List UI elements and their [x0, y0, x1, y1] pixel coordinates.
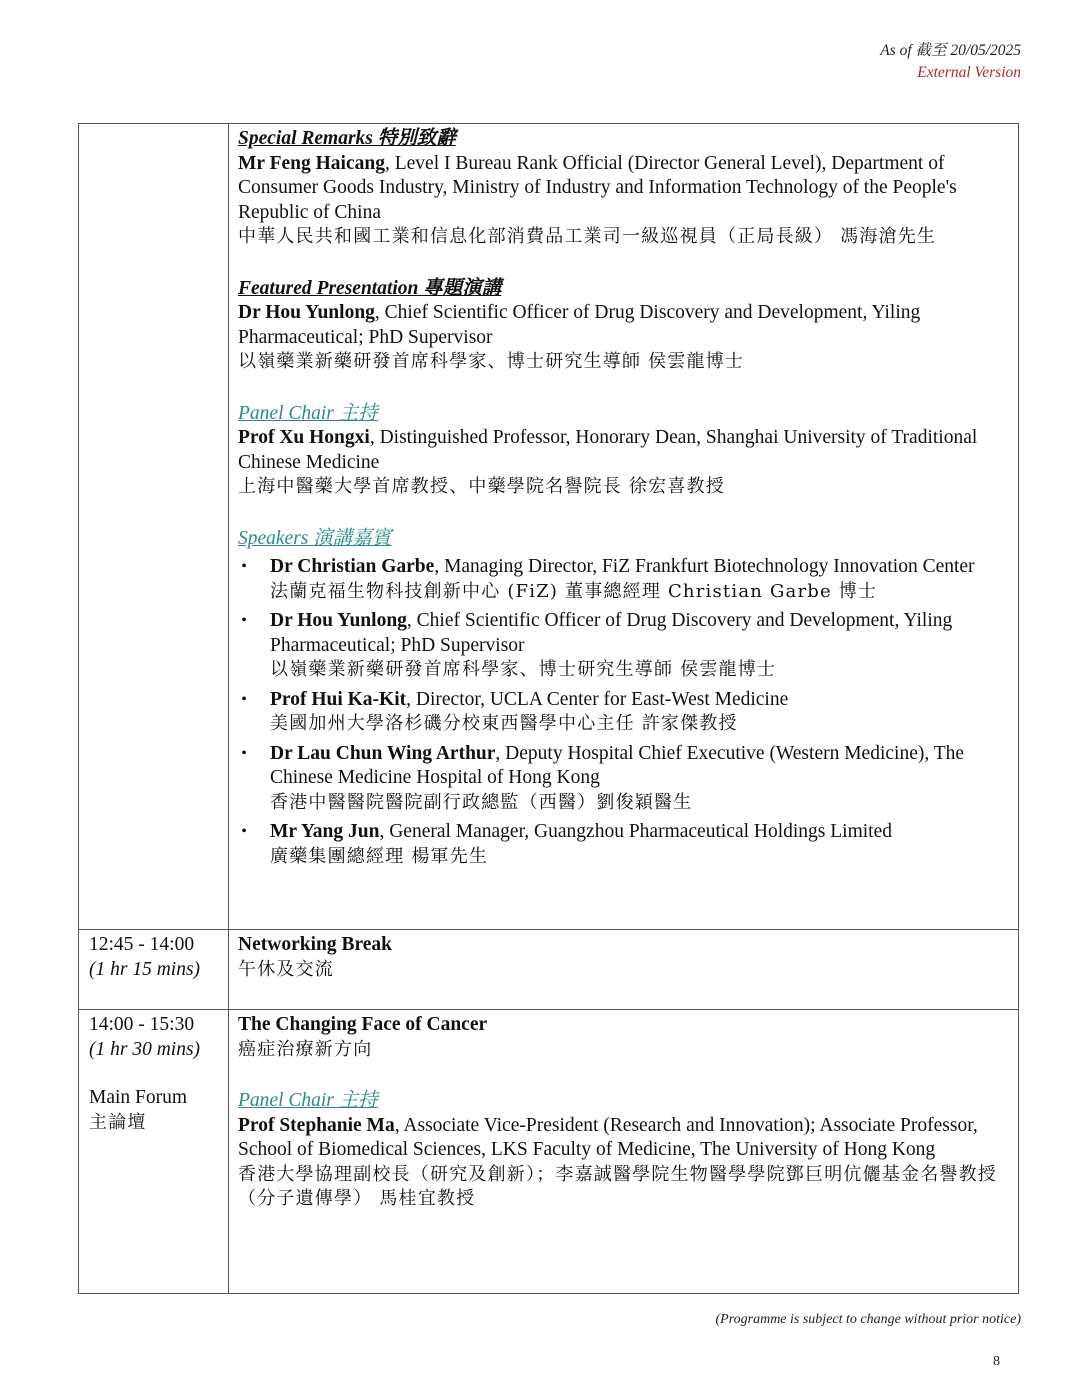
speakers-section: [238, 527, 1010, 870]
speaker-title: , Chief Scientific Officer of Drug Discovery and Development, Yiling Pharmaceutical; PhD Supervisor: [238, 302, 921, 348]
speaker-title-zh: 法蘭克福生物科技創新中心 (FiZ) 董事總經理 Christian Garbe 博士: [270, 580, 878, 602]
speaker-name: Prof Xu Hongxi: [238, 427, 370, 448]
bullet-icon: •: [241, 558, 247, 575]
speaker-name: Dr Hou Yunlong: [238, 302, 375, 323]
panel-chair-heading: Panel Chair 主持: [238, 1090, 378, 1111]
session-content-cell: [229, 930, 1019, 1010]
list-item: [238, 609, 1010, 683]
speaker-title: , Associate Vice-President (Research and Innovation); Associate Professor, School of Biomedical Sciences, LKS Faculty of Medicine, The University of Hong Kong: [238, 1114, 978, 1160]
panel-chair-section: [238, 1089, 1010, 1212]
table-row: [79, 1010, 1019, 1294]
panel-chair-speaker: [238, 426, 1010, 475]
featured-presentation-section: [238, 277, 1010, 375]
list-item: [238, 742, 1010, 816]
session-title: The Changing Face of Cancer: [238, 1014, 488, 1035]
time-cell: [79, 124, 229, 930]
table-row: [79, 930, 1019, 1010]
special-remarks-heading: Special Remarks 特別致辭: [238, 128, 456, 149]
time-cell: [79, 1010, 229, 1294]
session-content-cell: [229, 1010, 1019, 1294]
panel-chair-speaker: [238, 1114, 1010, 1163]
as-of-date: As of 截至 20/05/2025: [880, 42, 1021, 59]
speaker-title-zh: 以嶺藥業新藥研發首席科學家、博士研究生導師 侯雲龍博士: [238, 351, 745, 372]
speaker-title-zh: 香港中醫醫院醫院副行政總監（西醫）劉俊穎醫生: [270, 791, 693, 813]
session-title-section: [238, 1013, 1010, 1062]
session-time: 12:45 - 14:00: [89, 934, 195, 955]
version-label: External Version: [917, 64, 1021, 81]
disclaimer-note: (Programme is subject to change without prior notice): [715, 1312, 1021, 1327]
session-content-cell: [229, 124, 1019, 930]
session-title-zh: 癌症治療新方向: [238, 1038, 373, 1060]
speaker-name: Mr Feng Haicang: [238, 152, 385, 174]
session-title-zh: 午休及交流: [238, 958, 334, 980]
speaker-title: , Level I Bureau Rank Official (Director General Level), Department of Consumer Goods Industry, Ministry of Industry and Information Technology of the People's Republic of China: [238, 152, 957, 223]
speaker-title: , Distinguished Professor, Honorary Dean, Shanghai University of Traditional Chinese Medicine: [238, 427, 978, 473]
speaker-name: Dr Christian Garbe: [270, 556, 435, 577]
session-venue-zh: 主論壇: [89, 1111, 147, 1133]
table-row: [79, 124, 1019, 930]
speaker-name: Prof Hui Ka-Kit: [270, 688, 407, 710]
bullet-icon: •: [241, 823, 247, 840]
speaker-title: , General Manager, Guangzhou Pharmaceutical Holdings Limited: [379, 821, 893, 842]
session-duration: (1 hr 30 mins): [89, 1038, 201, 1060]
speaker-title-zh: 廣藥集團總經理 楊軍先生: [270, 845, 489, 867]
session-venue: Main Forum: [89, 1087, 188, 1108]
speaker-title: , Deputy Hospital Chief Executive (Western Medicine), The Chinese Medicine Hospital of Hong Kong: [270, 742, 965, 788]
list-item: [238, 555, 1010, 604]
speakers-heading: Speakers 演講嘉賓: [238, 527, 392, 549]
speaker-title-zh: 中華人民共和國工業和信息化部消費品工業司一級巡視員（正局長級） 馮海滄先生: [238, 226, 937, 247]
session-title: Networking Break: [238, 934, 393, 955]
list-item: [238, 688, 1010, 737]
bullet-icon: •: [241, 690, 247, 708]
bullet-icon: •: [241, 744, 247, 762]
speaker-title-zh: 美國加州大學洛杉磯分校東西醫學中心主任 許家傑教授: [270, 713, 738, 734]
session-time: 14:00 - 15:30: [89, 1014, 195, 1035]
panel-chair-heading: Panel Chair 主持: [238, 402, 378, 424]
programme-table: [78, 123, 1019, 1294]
speaker-name: Dr Hou Yunlong: [270, 610, 407, 631]
speaker-title-zh: 香港大學協理副校長（研究及創新）；李嘉誠醫學院生物醫學學院鄧巨明伉儷基金名譽教授（分子遺傳學） 馬桂宜教授: [238, 1163, 997, 1209]
page-header: [880, 40, 1021, 84]
list-item: [238, 820, 1010, 869]
speaker-title-zh: 以嶺藥業新藥研發首席科學家、博士研究生導師 侯雲龍博士: [270, 659, 777, 680]
bullet-icon: •: [241, 612, 247, 629]
panel-chair-section: [238, 402, 1010, 500]
speaker-name: Prof Stephanie Ma: [238, 1114, 395, 1136]
speaker-title: , Director, UCLA Center for East-West Medicine: [406, 688, 789, 710]
speakers-list: [238, 555, 1010, 869]
page-number: 8: [993, 1354, 1000, 1369]
special-remarks-speaker: [238, 152, 1010, 226]
speaker-title: , Chief Scientific Officer of Drug Discovery and Development, Yiling Pharmaceutical; PhD Supervisor: [270, 610, 953, 656]
speaker-name: Mr Yang Jun: [270, 821, 380, 842]
time-cell: [79, 930, 229, 1010]
speaker-title: , Managing Director, FiZ Frankfurt Biotechnology Innovation Center: [434, 556, 975, 577]
speaker-name: Dr Lau Chun Wing Arthur: [270, 742, 496, 764]
special-remarks-section: [238, 127, 1010, 250]
featured-speaker: [238, 301, 1010, 350]
speaker-title-zh: 上海中醫藥大學首席教授、中藥學院名譽院長 徐宏喜教授: [238, 476, 725, 497]
session-duration: (1 hr 15 mins): [89, 958, 201, 980]
featured-presentation-heading: Featured Presentation 專題演講: [238, 277, 502, 299]
